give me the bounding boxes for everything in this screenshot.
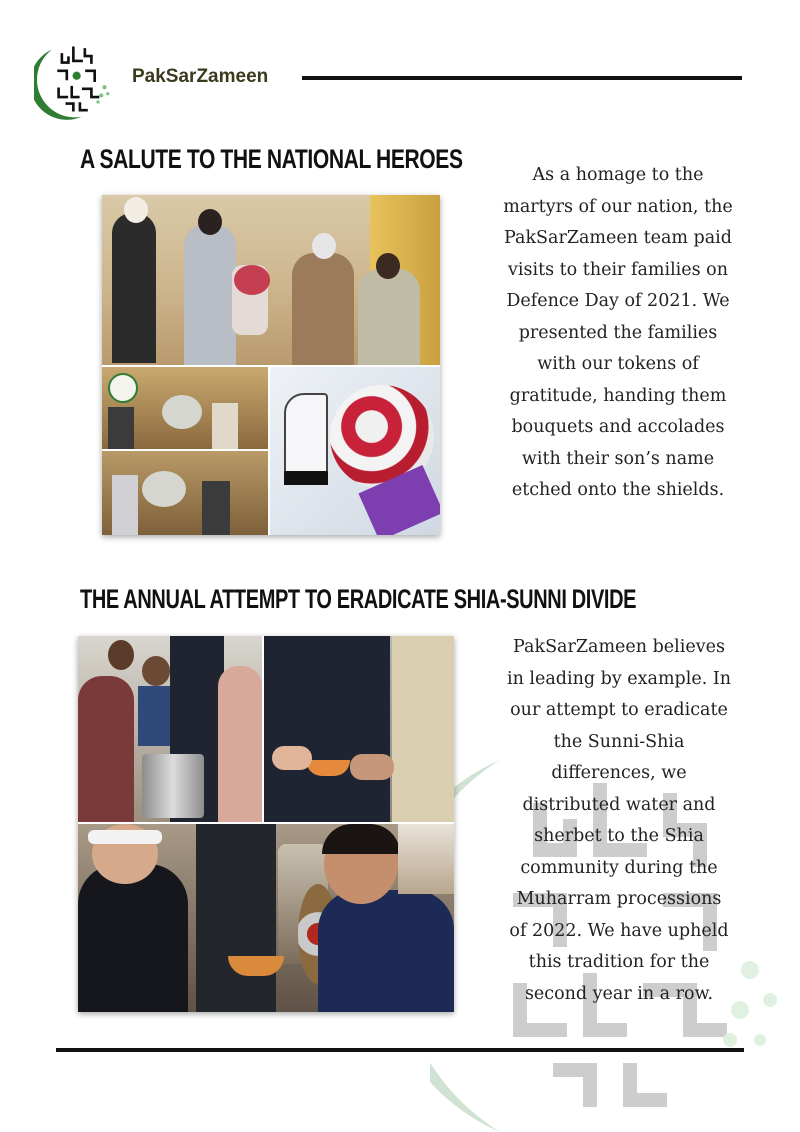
meeting-photo-bottom — [102, 451, 268, 535]
section-1-paragraph: As a homage to the martyrs of our nation, the PakSarZameen team paid visits to their families on Defence Day of 2021. We presented the families with our tokens of gratitude, handing them bouquets and accolades with their son’s name etched onto the shields. — [503, 165, 733, 500]
sherbet-serving-photo — [78, 824, 454, 1012]
meeting-photo-top — [102, 367, 268, 449]
bowl-handover-photo — [264, 636, 454, 822]
footer-rule — [56, 1048, 744, 1052]
children-drinking-photo — [78, 636, 262, 822]
section-1-title: A SALUTE TO THE NATIONAL HEROES — [80, 144, 463, 174]
header-rule — [302, 76, 742, 80]
defence-day-photo-collage — [102, 195, 440, 535]
paksarzameen-logo-icon — [34, 38, 116, 120]
muharram-photo-collage — [78, 636, 454, 1012]
section-2-paragraph: PakSarZameen believes in leading by example. In our attempt to eradicate the Sunni-Shia differences, we distributed water and sherbet to the Shia community during the Muharram processions of 2022. We have upheld this tradition for the second year in a row. — [506, 637, 732, 1004]
brand-name: PakSarZameen — [132, 66, 269, 87]
group-photo — [102, 195, 440, 365]
shield-and-bouquet-photo — [270, 367, 440, 535]
section-2-title: THE ANNUAL ATTEMPT TO ERADICATE SHIA-SUNNI DIVIDE — [80, 584, 637, 614]
